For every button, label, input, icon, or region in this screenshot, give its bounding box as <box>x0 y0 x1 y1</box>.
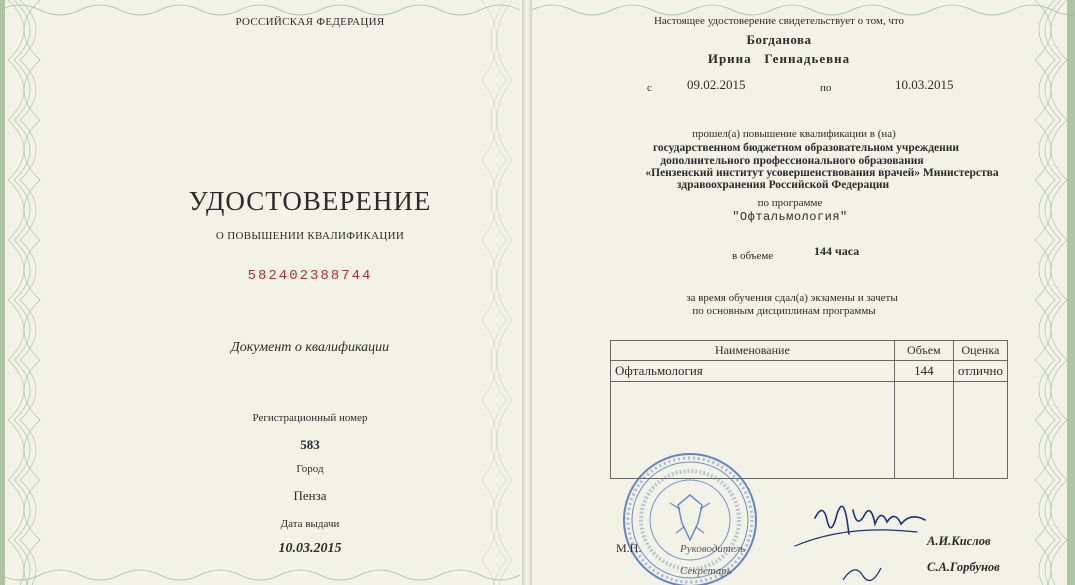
secretary-label: Секретарь <box>680 565 732 577</box>
head-name: А.И.Кислов <box>927 534 991 548</box>
document-subtitle: О ПОВЫШЕНИИ КВАЛИФИКАЦИИ <box>215 230 405 242</box>
intro-text: Настоящее удостоверение свидетельствует о том, что <box>653 15 905 27</box>
head-label: Руководитель <box>680 543 746 555</box>
city-value: Пенза <box>293 488 327 503</box>
left-page <box>0 0 522 585</box>
table-header-name: Наименование <box>611 341 895 361</box>
exams-line-2: по основным дисциплинам программы <box>692 305 876 317</box>
table-cell-volume: 144 <box>894 361 953 382</box>
serial-number: 582402388744 <box>247 268 373 284</box>
table-header-grade: Оценка <box>953 341 1007 361</box>
issue-date-label: Дата выдачи <box>280 518 340 530</box>
institution-line-1: государственном бюджетном образовательном учреждении <box>652 142 960 154</box>
country-label: РОССИЙСКАЯ ФЕДЕРАЦИЯ <box>235 16 385 28</box>
surname: Богданова <box>746 32 812 47</box>
left-bottom-border <box>0 567 522 585</box>
to-label: по <box>820 82 832 94</box>
program-label: по программе <box>757 197 823 209</box>
institution-line-3: «Пензенский институт усовершенствования врачей» Министерства <box>645 167 999 179</box>
exams-line-1: за время обучения сдал(а) экзамены и зачеты <box>686 292 898 304</box>
seal-place-label: М.П. <box>616 541 642 555</box>
registration-number: 583 <box>300 437 320 452</box>
table-row <box>611 361 1008 382</box>
document-type: Документ о квалификации <box>230 340 390 355</box>
issue-date: 10.03.2015 <box>278 541 342 556</box>
document-title: УДОСТОВЕРЕНИЕ <box>188 186 432 216</box>
right-guilloche-border <box>1015 0 1075 585</box>
left-guilloche-border <box>0 0 60 585</box>
right-page <box>532 0 1075 585</box>
table-cell-name: Офтальмология <box>611 361 895 382</box>
table-cell-grade: отлично <box>953 361 1007 382</box>
volume-value: 144 часа <box>814 244 860 258</box>
passed-label: прошел(а) повышение квалификации в (на) <box>692 128 896 140</box>
name-patronymic: Ирина Геннадьевна <box>707 51 851 66</box>
volume-label: в объеме <box>732 250 774 262</box>
left-inner-guilloche <box>462 0 522 585</box>
program-name: "Офтальмология" <box>732 210 848 224</box>
secretary-signature <box>837 558 897 585</box>
head-signature <box>787 490 947 550</box>
city-label: Город <box>296 463 324 475</box>
official-stamp <box>620 445 760 585</box>
date-from: 09.02.2015 <box>687 77 746 92</box>
institution-line-2: дополнительного профессионального образования <box>660 155 924 167</box>
date-to: 10.03.2015 <box>895 77 954 92</box>
table-header-row <box>611 341 1008 361</box>
table-header-volume: Объем <box>894 341 953 361</box>
registration-number-label: Регистрационный номер <box>252 412 368 424</box>
institution-line-4: здравоохранения Российской Федерации <box>676 179 890 191</box>
from-label: с <box>647 82 652 94</box>
book-gutter <box>522 0 532 585</box>
secretary-name: С.А.Горбунов <box>927 560 1000 574</box>
